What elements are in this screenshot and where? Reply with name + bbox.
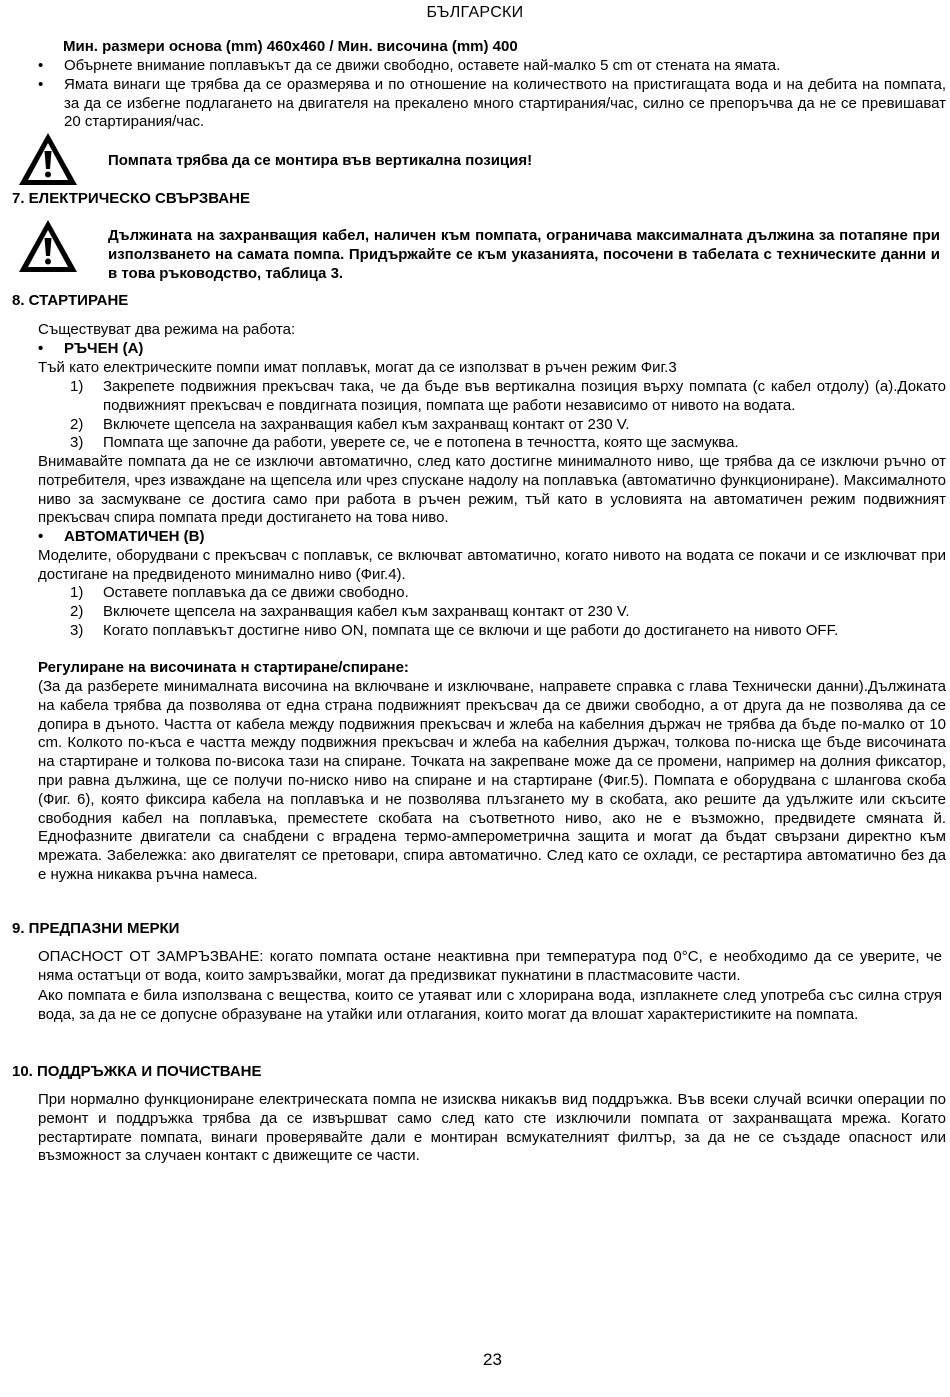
warning-triangle-icon [16, 130, 80, 188]
vertical-mount-warning: Помпата трябва да се монтира във вертикална позиция! [108, 152, 533, 169]
section-9-title: 9. ПРЕДПАЗНИ МЕРКИ [12, 920, 180, 937]
section-8-title: 8. СТАРТИРАНЕ [12, 292, 129, 309]
height-adjust-text: (За да разберете минималната височина на включване и изключване, направете справка с глава Технически данни).Дължината на кабела трябва да позволява от една страна подвижният прекъсвач да се движи свободно, а от друга да не позволява да се допира в дъното. Частта от кабела между подвижния прекъсвач и жлеба на кабелния държач не трябва да бъде по-малко от 10 cm. Колкото по-къса е частта между подвижния прекъсвач и жлеба на кабелния държач, толкова по-ниска ще бъде височината на стартиране и толкова по-висока тази на спиране. Точката на закрепване може да се промени, например на долния фиксатор, при равна дължина, ще се получи по-ниско ниво на спиране и на стартиране (Фиг.5). Помпата е оборудвана с шлангова скоба (Фиг. 6), която фиксира кабела на поплавъка и не позволява плъзгането му в скобата, ако решите да удължите или скъсите свободния кабел на поплавъка, преместете скобата на съответното ниво, ако не е възможно, предвидете смяната й. Еднофазните двигатели са снабдени с вградена термо-амперометрична защита и могат да бъдат свързани директно към мрежата. Забележка: ако двигателят се претовари, спира автоматично. След като се охлади, се рестартира автоматично без да е нужна никаква ръчна намеса. [38, 678, 946, 883]
intro-bullet-list [38, 57, 946, 132]
section-7-title: 7. ЕЛЕКТРИЧЕСКО СВЪРЗВАНЕ [12, 190, 250, 207]
warning-triangle-icon [16, 217, 80, 275]
auto-steps-list [70, 584, 946, 640]
bullet-icon: • [38, 528, 44, 545]
rinse-paragraph: Ако помпата е била използвана с вещества, които се утаяват или с хлорирана вода, изплакнете след употреба със силна струя вода, за да не се допусне образуване на утайки или отлагания, които могат да влошат характеристиките на помпата. [38, 987, 942, 1023]
manual-steps-list [70, 378, 946, 453]
bullet-icon: • [38, 75, 44, 93]
cable-length-warning: Дължината на захранващия кабел, наличен към помпата, ограничава максималната дължина за потапяне при използването на самата помпа. Придържайте се към указанията, посочени в табелата с техническите данни и в това ръководство, таблица 3. [108, 227, 940, 282]
manual-mode-lead: Тъй като електрическите помпи имат поплавък, могат да се използват в ръчен режим Фиг.3 [38, 359, 677, 376]
list-item: 2) Включете щепсела на захранващия кабел към захранващ контакт от 230 V. [70, 415, 630, 433]
list-item: 3) Помпата ще започне да работи, уверете се, че е потопена в течността, която ще засмуква. [70, 434, 739, 452]
page-number: 23 [483, 1350, 502, 1369]
list-item: 3) Когато поплавъкът достигне ниво ON, помпата ще се включи и ще работи до достигането на нивото OFF. [70, 621, 839, 639]
frost-warning-paragraph: ОПАСНОСТ ОТ ЗАМРЪЗВАНЕ: когато помпата остане неактивна при температура под 0°C, е необходимо да се уверите, че няма остатъци от вода, които замръзвайки, могат да предизвикат пукнатини в пластмасовите части. [38, 948, 942, 984]
manual-mode-note: Внимавайте помпата да не се изключи автоматично, след като достигне минималното ниво, ще трябва да се изключи ръчно от потребителя, чрез изваждане на щепсела или чрез спускане надолу на поплавъка (автоматично функциониране). Максималното ниво за засмукване се достига само при работа в ръчен режим, тъй като в условията на автоматичен режим подвижният прекъсвач спира помпата преди достигането на това ниво. [38, 453, 946, 527]
bullet-icon: • [38, 340, 44, 357]
auto-mode-title: • АВТОМАТИЧЕН (B) [38, 528, 205, 545]
min-sizes-line: Мин. размери основа (mm) 460x460 / Мин. височина (mm) 400 [63, 38, 518, 55]
language-header: БЪЛГАРСКИ [426, 4, 524, 21]
height-adjust-title: Регулиране на височината н стартиране/спиране: [38, 659, 409, 676]
list-item: 1) Оставете поплавъка да се движи свободно. [70, 584, 409, 601]
modes-intro: Съществуват два режима на работа: [38, 321, 296, 338]
maintenance-paragraph: При нормално функциониране електрическата помпа не изисква никакъв вид поддръжка. Във всеки случай всички операции по ремонт и поддръжка трябва да се извършват само след като сте изключили помпата от захранващата мрежа. Когато рестартирате помпата, винаги проверявайте дали е монтиран всмукателният филтър, за да не се създаде опасност или възможност за случаен контакт с движещите се части. [38, 1091, 946, 1165]
section-10-title: 10. ПОДДРЪЖКА И ПОЧИСТВАНЕ [12, 1063, 262, 1080]
bullet-icon: • [38, 57, 44, 74]
auto-mode-lead: Моделите, оборудвани с прекъсвач с поплавък, се включват автоматично, когато нивото на водата се покачи и се изключват при достигане на предвиденото минимално ниво (Фиг.4). [38, 547, 946, 583]
list-item: 1) Закрепете подвижния прекъсвач така, че да бъде във вертикална позиция върху помпата (с кабел отдолу) (a).Докато подвижният прекъсвач е повдигната позиция, помпата ще работи независимо от нивото на водата. [70, 378, 946, 414]
list-item: • Обърнете внимание поплавъкът да се движи свободно, оставете най-малко 5 cm от стената на ямата. [38, 57, 781, 74]
list-item: • Ямата винаги ще трябва да се оразмерява и по отношение на количеството на пристигащата вода и на дебита на помпата, за да се избегне подлагането на двигателя на прекалено много стартирания/час, силно се препоръчва да не се превишават 20 стартирания/час. [38, 75, 946, 131]
list-item: 2) Включете щепсела на захранващия кабел към захранващ контакт от 230 V. [70, 602, 630, 620]
manual-mode-title: • РЪЧЕН (A) [38, 340, 144, 357]
